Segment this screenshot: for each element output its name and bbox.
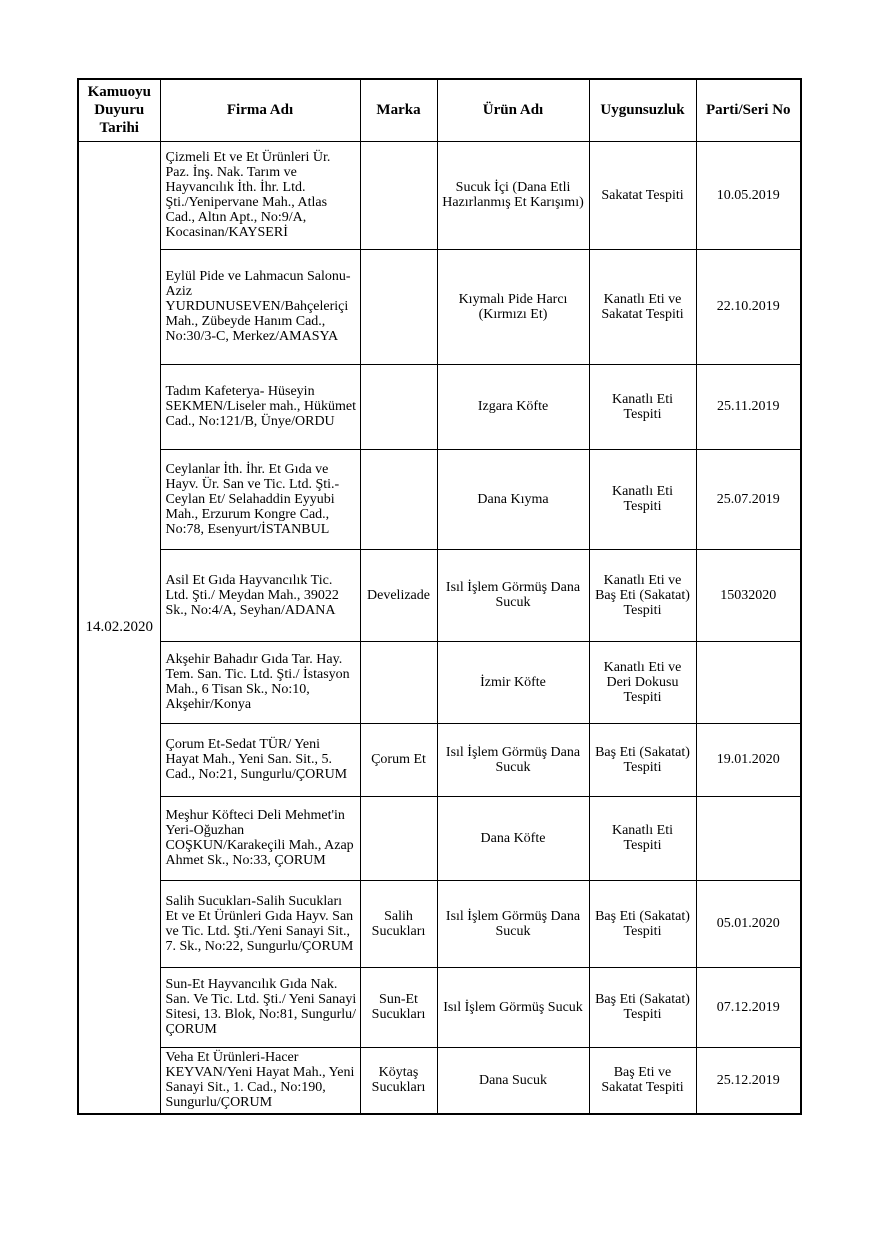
firm-name-cell: Çorum Et-Sedat TÜR/ Yeni Hayat Mah., Yeni San. Sit., 5. Cad., No:21, Sungurlu/ÇORUM bbox=[160, 723, 360, 796]
firm-name-cell: Meşhur Köfteci Deli Mehmet'in Yeri-Oğuzhan COŞKUN/Karakeçili Mah., Azap Ahmet Sk., No:33, ÇORUM bbox=[160, 796, 360, 880]
batch-serial-no-cell: 15032020 bbox=[696, 549, 801, 641]
nonconformity-cell: Baş Eti ve Sakatat Tespiti bbox=[589, 1047, 696, 1114]
brand-cell bbox=[360, 364, 437, 449]
brand-cell: Köytaş Sucukları bbox=[360, 1047, 437, 1114]
table-header-row bbox=[78, 79, 801, 141]
header-announcement-date: Kamuoyu Duyuru Tarihi bbox=[78, 79, 160, 141]
firm-name-cell: Asil Et Gıda Hayvancılık Tic. Ltd. Şti./ Meydan Mah., 39022 Sk., No:4/A, Seyhan/ADANA bbox=[160, 549, 360, 641]
table-row bbox=[78, 880, 801, 967]
table-row bbox=[78, 796, 801, 880]
nonconformity-cell: Kanatlı Eti ve Deri Dokusu Tespiti bbox=[589, 641, 696, 723]
product-name-cell: İzmir Köfte bbox=[437, 641, 589, 723]
header-brand: Marka bbox=[360, 79, 437, 141]
table-row bbox=[78, 249, 801, 364]
firm-name-cell: Sun-Et Hayvancılık Gıda Nak. San. Ve Tic. Ltd. Şti./ Yeni Sanayi Sitesi, 13. Blok, No:81, Sungurlu/ÇORUM bbox=[160, 967, 360, 1047]
nonconformity-cell: Kanatlı Eti Tespiti bbox=[589, 796, 696, 880]
batch-serial-no-cell: 22.10.2019 bbox=[696, 249, 801, 364]
nonconformity-cell: Kanatlı Eti ve Baş Eti (Sakatat) Tespiti bbox=[589, 549, 696, 641]
product-name-cell: Dana Sucuk bbox=[437, 1047, 589, 1114]
firm-name-cell: Çizmeli Et ve Et Ürünleri Ür. Paz. İnş. Nak. Tarım ve Hayvancılık İth. İhr. Ltd. Şti./Yenipervane Mah., Atlas Cad., Altın Apt., No:9/A, Kocasinan/KAYSERİ bbox=[160, 141, 360, 249]
nonconformity-cell: Kanatlı Eti Tespiti bbox=[589, 449, 696, 549]
firm-name-cell: Akşehir Bahadır Gıda Tar. Hay. Tem. San. Tic. Ltd. Şti./ İstasyon Mah., 6 Tisan Sk., No:10, Akşehir/Konya bbox=[160, 641, 360, 723]
table-row bbox=[78, 723, 801, 796]
table-row bbox=[78, 641, 801, 723]
firm-name-cell: Tadım Kafeterya- Hüseyin SEKMEN/Liseler mah., Hükümet Cad., No:121/B, Ünye/ORDU bbox=[160, 364, 360, 449]
brand-cell bbox=[360, 796, 437, 880]
table-row bbox=[78, 549, 801, 641]
product-name-cell: Isıl İşlem Görmüş Sucuk bbox=[437, 967, 589, 1047]
table-row bbox=[78, 449, 801, 549]
announcement-date-cell: 14.02.2020 bbox=[78, 141, 160, 1114]
table-row bbox=[78, 1047, 801, 1114]
batch-serial-no-cell: 10.05.2019 bbox=[696, 141, 801, 249]
nonconformity-cell: Baş Eti (Sakatat) Tespiti bbox=[589, 880, 696, 967]
product-name-cell: Kıymalı Pide Harcı (Kırmızı Et) bbox=[437, 249, 589, 364]
nonconformity-cell: Kanatlı Eti Tespiti bbox=[589, 364, 696, 449]
product-name-cell: Dana Köfte bbox=[437, 796, 589, 880]
product-name-cell: Sucuk İçi (Dana Etli Hazırlanmış Et Karışımı) bbox=[437, 141, 589, 249]
brand-cell: Çorum Et bbox=[360, 723, 437, 796]
nonconformity-cell: Sakatat Tespiti bbox=[589, 141, 696, 249]
batch-serial-no-cell: 25.07.2019 bbox=[696, 449, 801, 549]
batch-serial-no-cell bbox=[696, 641, 801, 723]
product-name-cell: Isıl İşlem Görmüş Dana Sucuk bbox=[437, 723, 589, 796]
brand-cell bbox=[360, 249, 437, 364]
table-row bbox=[78, 364, 801, 449]
table-row bbox=[78, 967, 801, 1047]
nonconformity-cell: Baş Eti (Sakatat) Tespiti bbox=[589, 723, 696, 796]
header-nonconformity: Uygunsuzluk bbox=[589, 79, 696, 141]
food-recall-table bbox=[77, 78, 802, 1115]
brand-cell: Develizade bbox=[360, 549, 437, 641]
brand-cell bbox=[360, 641, 437, 723]
firm-name-cell: Salih Sucukları-Salih Sucukları Et ve Et Ürünleri Gıda Hayv. San ve Tic. Ltd. Şti./Yeni Sanayi Sit., 7. Sk., No:22, Sungurlu/ÇORUM bbox=[160, 880, 360, 967]
batch-serial-no-cell: 25.12.2019 bbox=[696, 1047, 801, 1114]
firm-name-cell: Veha Et Ürünleri-Hacer KEYVAN/Yeni Hayat Mah., Yeni Sanayi Sit., 1. Cad., No:190, Sungurlu/ÇORUM bbox=[160, 1047, 360, 1114]
header-product-name: Ürün Adı bbox=[437, 79, 589, 141]
table-body bbox=[78, 141, 801, 1114]
product-name-cell: Izgara Köfte bbox=[437, 364, 589, 449]
product-name-cell: Dana Kıyma bbox=[437, 449, 589, 549]
batch-serial-no-cell bbox=[696, 796, 801, 880]
brand-cell: Sun-Et Sucukları bbox=[360, 967, 437, 1047]
product-name-cell: Isıl İşlem Görmüş Dana Sucuk bbox=[437, 549, 589, 641]
brand-cell bbox=[360, 449, 437, 549]
firm-name-cell: Ceylanlar İth. İhr. Et Gıda ve Hayv. Ür. San ve Tic. Ltd. Şti.-Ceylan Et/ Selahaddin Eyyubi Mah., Erzurum Kongre Cad., No:78, Esenyurt/İSTANBUL bbox=[160, 449, 360, 549]
firm-name-cell: Eylül Pide ve Lahmacun Salonu-Aziz YURDUNUSEVEN/Bahçeleriçi Mah., Zübeyde Hanım Cad., No:30/3-C, Merkez/AMASYA bbox=[160, 249, 360, 364]
brand-cell: Salih Sucukları bbox=[360, 880, 437, 967]
batch-serial-no-cell: 19.01.2020 bbox=[696, 723, 801, 796]
brand-cell bbox=[360, 141, 437, 249]
batch-serial-no-cell: 25.11.2019 bbox=[696, 364, 801, 449]
product-name-cell: Isıl İşlem Görmüş Dana Sucuk bbox=[437, 880, 589, 967]
nonconformity-cell: Baş Eti (Sakatat) Tespiti bbox=[589, 967, 696, 1047]
table-row bbox=[78, 141, 801, 249]
batch-serial-no-cell: 05.01.2020 bbox=[696, 880, 801, 967]
nonconformity-cell: Kanatlı Eti ve Sakatat Tespiti bbox=[589, 249, 696, 364]
header-batch-serial-no: Parti/Seri No bbox=[696, 79, 801, 141]
header-firm-name: Firma Adı bbox=[160, 79, 360, 141]
batch-serial-no-cell: 07.12.2019 bbox=[696, 967, 801, 1047]
